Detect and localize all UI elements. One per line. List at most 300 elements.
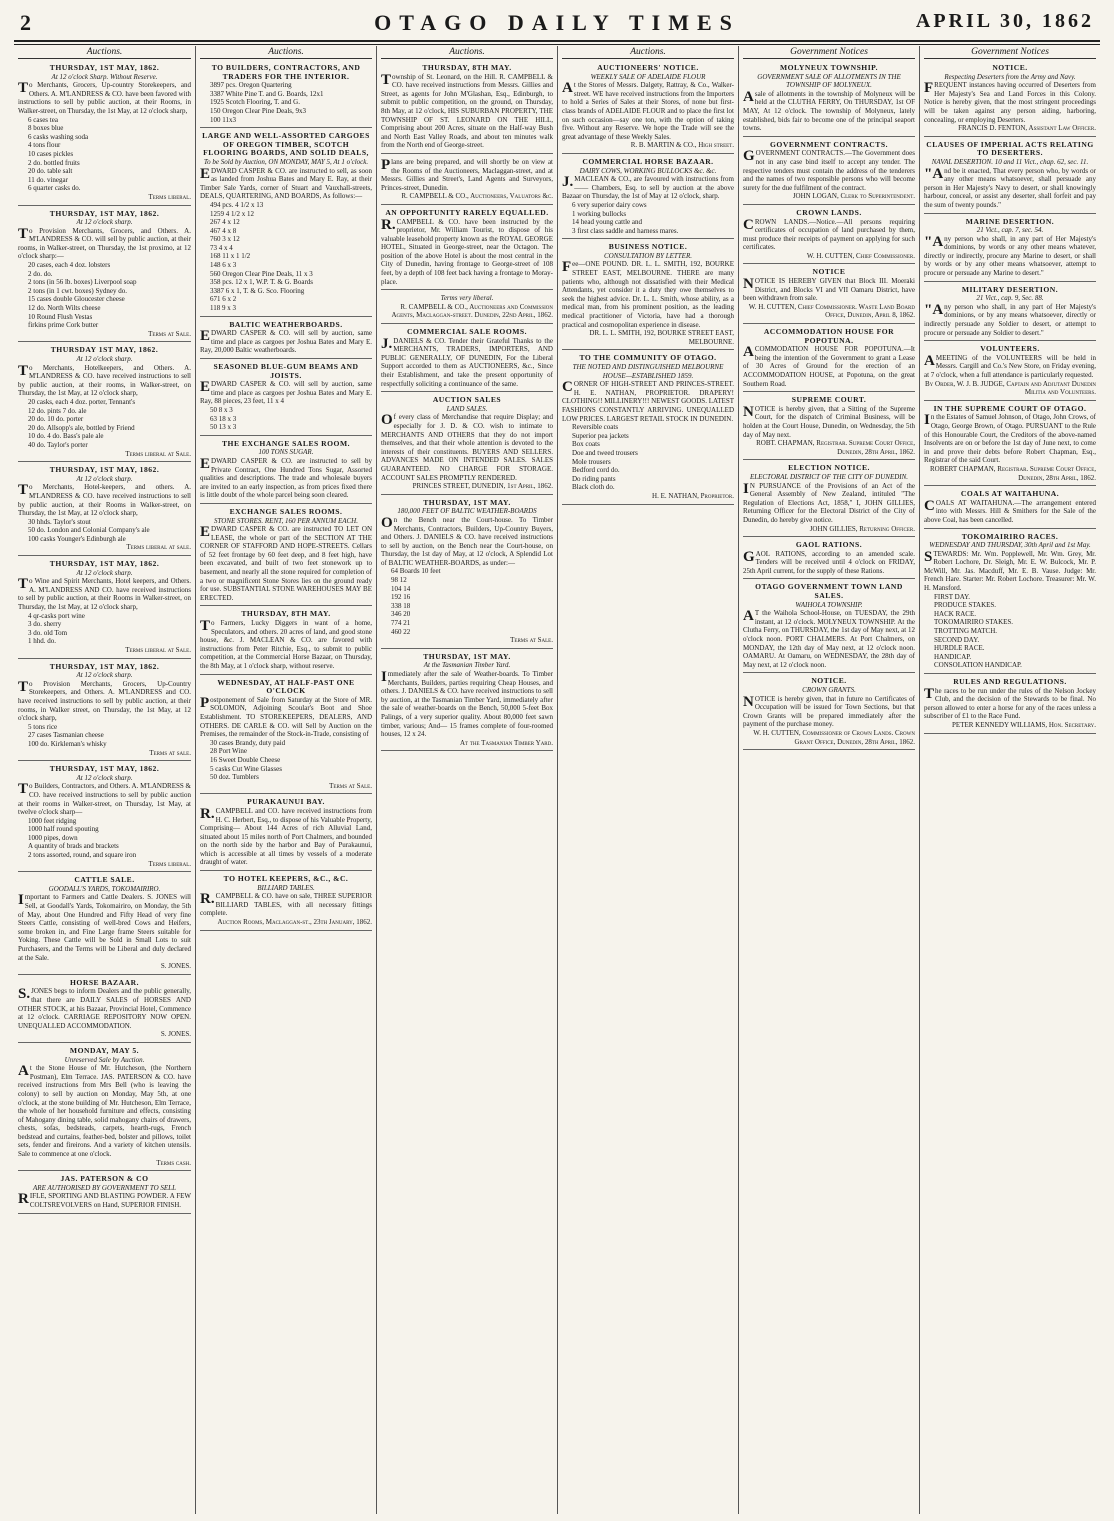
advertisement: [200, 506, 372, 607]
ad-heading: TO HOTEL KEEPERS, &C., &C.: [223, 874, 349, 884]
ad-body: AMEETING of the VOLUNTEERS will be held in Messrs. Cargill and Co.'s New Store, on Friday evening, at 7 o'clock, when a full attendance is particularly requested.: [924, 352, 1096, 379]
advertisement: [743, 394, 915, 460]
ad-body: IN PURSUANCE of the Provisions of an Act of the General Assembly of New Zealand, intituled "The Regulation of Elections Act, 1858," I, JOHN GILLIES, Returning Officer for the Electoral District of the City of Dunedin, do hereby give notice.: [743, 480, 915, 524]
list-item: 560 Oregon Clear Pine Deals, 11 x 3: [210, 269, 313, 278]
ad-heading: MARINE DESERTION.: [965, 216, 1055, 226]
ad-body: Important to Farmers and Cattle Dealers. S. JONES will Sell, at Goodall's Yards, Tokomairiro, on Monday, the 5th of May, about One Hundred and Fifty Head of very fine Steers Cattle, consisting of well-bred Cows and Heifers, some broken in, and Fine Large frame Steers suitable for Yoking. These Cattle will be Sold in Small Lots to suit Purchasers, and the Terms will be Liberal and duly declared at the Sale.: [18, 892, 191, 962]
ad-heading: ELECTION NOTICE.: [788, 463, 870, 473]
ad-subheading: 21 Vict., cap. 7, sec. 54.: [976, 226, 1044, 235]
list-item: 50 8 x 3: [210, 405, 233, 414]
ad-subheading: ARE AUTHORISED BY GOVERNMENT TO SELL: [33, 1183, 176, 1192]
ad-heading: THURSDAY, 1ST MAY, 1862.: [49, 764, 160, 774]
advertisement: [924, 403, 1096, 486]
ad-signature: At the Tasmanian Timber Yard.: [459, 738, 553, 747]
column-1: [14, 46, 195, 1514]
ad-heading: PURAKAUNUI BAY.: [247, 797, 325, 807]
list-item: firkins prime Cork butter: [28, 321, 99, 330]
list-item: 20 do. table salt: [28, 167, 73, 176]
advertisement: [200, 873, 372, 931]
list-item: 3387 6 x 1, T. & G. Sco. Flooring: [210, 286, 305, 295]
ad-subheading: THE NOTED AND DISTINGUISHED MELBOURNE HOUSE—ESTABLISHED 1859.: [572, 363, 724, 380]
ad-body: The races to be run under the rules of the Nelson Jockey Club, and the decision of the Stewards to be final. No person allowed to enter a horse for any of the races unless a subscriber of £1 to the Race Fund.: [924, 685, 1096, 721]
ad-subheading: LAND SALES.: [446, 404, 488, 413]
ad-heading: MONDAY, MAY 5.: [69, 1045, 140, 1055]
list-item: FIRST DAY.: [934, 592, 971, 601]
list-item: Doe and tweed trousers: [572, 448, 638, 457]
list-item: TOKOMAIRIRO STAKES.: [934, 618, 1014, 627]
list-item: 73 4 x 4: [210, 243, 233, 252]
ad-body: NOTICE IS HEREBY GIVEN that Block III. Moeraki District, and Blocks VI and VII Oamaru District, have been withdrawn from sale.: [743, 276, 915, 303]
ad-subheading: At 12 o'clock sharp.: [76, 568, 133, 577]
ad-body: CORNER OF HIGH-STREET AND PRINCES-STREET. H. E. NATHAN, PROPRIETOR. DRAPERY! CLOTHING!! MILLINERY!!! NEWEST GOODS. LATEST FASHIONS CONSTANTLY ARRIVING. UNEQUALLED LOW PRICES. LARGEST RETAIL STOCK IN DUNEDIN.: [562, 379, 734, 423]
ad-subheading: STONE STORES. RENT, 160 PER ANNUM EACH.: [214, 516, 358, 525]
ad-heading: ACCOMMODATION HOUSE FOR POPOTUNA.: [763, 327, 895, 345]
ad-body: FREQUENT instances having occurred of Deserters from Her Majesty's Sea and Land Forces in this Colony. Notice is hereby given, that the most stringent proceedings will be taken against any person aiding, harboring, concealing, or employing Deserters.: [924, 80, 1096, 124]
ad-subheading: 100 TONS SUGAR.: [258, 448, 314, 457]
list-item: 192 16: [391, 593, 411, 602]
ad-heading: BALTIC WEATHERBOARDS.: [229, 319, 343, 329]
advertisement: [924, 676, 1096, 734]
ad-signature: Terms at Sale.: [329, 781, 372, 790]
advertisement: [18, 661, 191, 762]
advertisement: [743, 675, 915, 750]
list-item: 100 11x3: [210, 115, 236, 124]
column-6: [919, 46, 1100, 1514]
advertisement: [200, 130, 372, 316]
ad-heading: CROWN LANDS.: [796, 207, 862, 217]
advertisement: [381, 651, 553, 752]
advertisement: [381, 394, 553, 495]
page-number: 2: [20, 10, 31, 35]
ad-body: RIFLE, SPORTING AND BLASTING POWDER. A FEW COLTSREVOLVERS on Hand, SUPERIOR FINISH.: [18, 1191, 191, 1210]
ad-heading: TO BUILDERS, CONTRACTORS, AND TRADERS FOR THE INTERIOR.: [211, 63, 361, 81]
ad-body: Plans are being prepared, and will shortly be on view at the Rooms of the Auctioneers, Maclaggan-street, and at Messrs. Gillies and Street's, Land Agents and Surveyors, Princes-street, Dunedin.: [381, 156, 553, 192]
ad-signature: PRINCES STREET, DUNEDIN, 1st April, 1862.: [412, 482, 553, 491]
advertisement: [562, 241, 734, 350]
ad-item-list: [18, 817, 191, 860]
list-item: HANDICAP.: [934, 652, 972, 661]
ad-heading: COMMERCIAL SALE ROOMS.: [406, 327, 528, 337]
ad-heading: VOLUNTEERS.: [980, 344, 1040, 354]
ad-body: GAOL RATIONS, according to an amended scale. Tenders will be received until 4 o'clock on FRIDAY, 25th April current, for the supply of these Rations.: [743, 548, 915, 575]
list-item: HURDLE RACE.: [934, 644, 985, 653]
ad-heading: LARGE AND WELL-ASSORTED CARGOES OF OREGON TIMBER, SCOTCH FLOORING BOARDS, AND SOLID DEALS,: [202, 131, 370, 158]
advertisement: [381, 292, 553, 324]
list-item: 100 do. Kirkleman's whisky: [28, 739, 107, 748]
column-heading: Government Notices: [743, 46, 915, 59]
ad-body: "And be it enacted, That every person who, by words or any other means whatsoever, shall persuade any person in Her Majesty's Navy to desert, or shall knowingly harbour, conceal, or assist any deserter, shall forfeit and pay the sum of twenty pounds.": [924, 165, 1096, 209]
ad-subheading: GOVERNMENT SALE OF ALLOTMENTS IN THE TOWNSHIP OF MOLYNEUX.: [757, 72, 901, 90]
ad-subheading: WEEKLY SALE OF ADELAIDE FLOUR: [590, 72, 706, 81]
ad-heading: EXCHANGE SALES ROOMS.: [229, 506, 343, 516]
ad-item-list: [200, 201, 372, 313]
list-item: 267 4 x 12: [210, 218, 240, 227]
ad-heading: MILITARY DESERTION.: [961, 284, 1059, 294]
ad-body: To Builders, Contractors, and Others. A. M'LANDRESS & CO. have received instructions to sell by public auction at their rooms in Walker-street, on Thursday, 1st May, at twelve o'clock sharp—: [18, 781, 191, 817]
ad-heading: BUSINESS NOTICE.: [608, 242, 688, 252]
ad-heading: COMMERCIAL HORSE BAZAAR.: [582, 156, 714, 166]
ad-heading: HORSE BAZAAR.: [70, 977, 139, 987]
advertisement: [743, 139, 915, 205]
ad-heading: NOTICE.: [811, 676, 847, 686]
list-item: 98 12: [391, 576, 407, 585]
ad-heading: THURSDAY 1ST MAY, 1862.: [50, 345, 159, 355]
ad-subheading: At 12 o'clock sharp.: [76, 218, 133, 227]
list-item: 346 20: [391, 610, 411, 619]
list-item: 4 qr-casks port wine: [28, 611, 85, 620]
column-heading: Auctions.: [381, 46, 553, 59]
list-item: 774 21: [391, 619, 411, 628]
list-item: SECOND DAY.: [934, 635, 980, 644]
ad-heading: THURSDAY, 1ST MAY, 1862.: [49, 559, 160, 569]
ad-heading: MOLYNEUX TOWNSHIP.: [779, 63, 879, 72]
ad-body: At the Stores of Messrs. Dalgety, Rattray, & Co., Walker-street. WE have received instructions from the Importers to hold a Series of Sales at their Stores, of none but first-class brands of ADELAIDE FLOUR and to place the first lot on such occasion—say one ton, with the option of taking five. Without any Reserve. We hope the Trade will see the great advantage of these Weekly Sales.: [562, 80, 734, 141]
list-item: 15 cases double Gloucester cheese: [28, 295, 125, 304]
advertisement: [18, 763, 191, 872]
ad-body: ACOMMODATION HOUSE FOR POPOTUNA.—It being the intention of the Government to grant a Lease of 30 Acres of Ground for the erection of an ACCOMMODATION HOUSE, at Popotuna, on the great Southern Road.: [743, 344, 915, 388]
column-heading: Auctions.: [200, 46, 372, 59]
ad-signature: Terms at Sale.: [148, 329, 191, 338]
ad-item-list: [18, 723, 191, 749]
list-item: 30 cases Brandy, duty paid: [210, 738, 286, 747]
ad-body: Postponement of Sale from Saturday at the Store of MR. SOLOMON, Adjoining Scoular's Boot and Shoe Establishment. TO STOREKEEPERS, DEALERS, AND OTHERS. DE CARLE & CO. will Sell by Auction on the Premises, the remainder of the Stock-in-Trade, consisting of: [200, 694, 372, 739]
list-item: 4 tons flour: [28, 141, 61, 150]
ad-heading: THURSDAY, 1ST MAY.: [423, 651, 511, 661]
masthead: [14, 8, 1100, 42]
ad-heading: AUCTION SALES: [432, 395, 502, 405]
list-item: A quantity of brads and brackets: [28, 842, 119, 851]
list-item: 118 9 x 3: [210, 304, 236, 313]
list-item: 2 tons assorted, round, and square iron: [28, 851, 137, 860]
issue-date: APRIL 30, 1862: [915, 10, 1094, 32]
list-item: 50 13 x 3: [210, 423, 237, 432]
ad-signature: Terms cash.: [156, 1158, 191, 1167]
ad-body: EDWARD CASPER & CO. will sell by auction, same time and place as cargoes per Joshua Bates and Mary E. Ray, 88 pieces, 23 feet, 11 x 4: [200, 379, 372, 406]
list-item: 20 casks, each 4 doz. porter, Tennant's: [28, 397, 136, 406]
list-item: 12 do. North Wilts cheese: [28, 304, 101, 313]
list-item: Black cloth do.: [572, 483, 615, 492]
ad-subheading: BILLIARD TABLES.: [257, 883, 315, 892]
ad-signature: S. JONES.: [160, 1030, 191, 1039]
ad-body: To Merchants, Grocers, Up-country Storekeepers, and Others. A. M'LANDRESS & CO. have been favored with instructions to sell by public auction, at their Rooms, in Walker-street, on Thursday, the 1st May, at 12 o'clock sharp,: [18, 80, 191, 115]
list-item: 6 cases tea: [28, 115, 58, 124]
advertisement: [743, 326, 915, 392]
ad-subheading: At 12 o'clock sharp.: [76, 671, 133, 680]
list-item: 10 cases pickles: [28, 149, 74, 158]
list-item: 6 very superior dairy cows: [572, 200, 647, 209]
ad-heading: AN OPPORTUNITY RARELY EQUALLED.: [385, 207, 549, 217]
list-item: 11 do. vinegar: [28, 175, 68, 184]
ad-body: To Merchants, Hotel-keepers, and others. A. M'LANDRESS & CO. have received instructions to sell by public auction, at their Rooms in Walker-street, on Thursday, the 1st May, at 12 o'clock sharp,: [18, 482, 191, 518]
list-item: 2 do. bottled fruits: [28, 158, 80, 167]
advertisement: [18, 874, 191, 975]
list-item: 760 3 x 12: [210, 235, 240, 244]
list-item: 467 4 x 8: [210, 226, 237, 235]
ad-subheading: 21 Vict., cap. 9, Sec. 88.: [976, 294, 1044, 303]
ad-body: STEWARDS: Mr. Wm. Popplewell, Mr. Wm. Grey, Mr. Robert Lochore, Dr. Sleigh, Mr. E. W. Bulcock, Mr. P. McWill, Mr. Jas. Macduff, Mr. E. B. Vause. Judge: Mr. French Hare. Starter: Mr. Robert Lochore. Treasurer: Mr. W. H. Mansford.: [924, 548, 1096, 593]
list-item: 40 do. Taylor's porter: [28, 440, 88, 449]
ad-heading: GOVERNMENT CONTRACTS.: [770, 139, 888, 149]
ad-body: S.JONES begs to inform Dealers and the public generally, that there are DAILY SALES of HORSES AND OTHER STOCK, at his Bazaar, Provincial Hotel, Commence at 12 o'clock. CARRIAGE REPOSITORY NOW OPEN. UNEQUALLED ACCOMMODATION.: [18, 986, 191, 1030]
ad-heading: GAOL RATIONS.: [795, 540, 863, 550]
newspaper-title: OTAGO DAILY TIMES: [374, 10, 740, 35]
ad-item-list: [200, 406, 372, 432]
ad-signature: R. B. MARTIN & CO., High street.: [630, 141, 734, 150]
ad-item-list: [200, 739, 372, 782]
ad-signature: DR. L. L. SMITH, 192, BOURKE STREET EAST, MELBOURNE.: [589, 329, 734, 346]
list-item: 10 Round Flush Vestas: [28, 312, 93, 321]
ad-subheading: GOODALL'S YARDS, TOKOMAIRIRO.: [48, 884, 161, 893]
advertisement: [200, 438, 372, 504]
ad-body: To Wine and Spirit Merchants, Hotel keepers, and Others. A. M'LANDRESS AND CO. have received instructions to sell by public auction, at their Rooms in Walker-street, on Thursday, the 1st May, at 12 o'clock sharp,: [18, 576, 191, 612]
ad-heading: TO THE COMMUNITY OF OTAGO.: [579, 353, 717, 363]
list-item: 2 do. do.: [28, 269, 53, 278]
ad-signature: Terms at sale.: [149, 748, 191, 757]
advertisement: [18, 62, 191, 206]
list-item: TROTTING MATCH.: [934, 627, 997, 636]
advertisement: [18, 1173, 191, 1213]
ad-signature: Terms liberal at sale.: [126, 543, 191, 552]
list-item: 5 tons rice: [28, 722, 58, 731]
ad-signature: W. H. CUTTEN, Chief Commissioner. Waste Land Board Office, Dunedin, April 8, 1862.: [748, 302, 915, 320]
ad-item-list: [924, 593, 1096, 670]
list-item: 1 working bullocks: [572, 209, 627, 218]
advertisement: [924, 488, 1096, 528]
ad-heading: RULES AND REGULATIONS.: [953, 677, 1067, 686]
ad-item-list: [18, 398, 191, 450]
ad-heading: NOTICE.: [992, 63, 1028, 72]
list-item: 2 tons (in 56 lb. boxes) Liverpool soap: [28, 278, 137, 287]
ad-heading: OTAGO GOVERNMENT TOWN LAND SALES.: [755, 582, 903, 601]
advertisement: [924, 62, 1096, 137]
ad-body: J.DANIELS & CO. Tender their Grateful Thanks to the MERCHANTS, TRADERS, IMPORTERS, AND PUBLIC GENERALLY, OF DUNEDIN, For the Liberal Support accorded to them as AUCTIONEERS, &c., Since their Establishment, and take the present opportunity of respectfully soliciting a continuance of the same.: [381, 335, 553, 388]
ad-body: Asale of allotments in the township of Molyneux will be held at the CLUTHA FERRY, On THURSDAY, 1st OF MAY, At 12 o'clock. The township of Molyneux, lately established, bids fair to become one of the principal seaport towns.: [743, 88, 915, 133]
ad-body: EDWARD CASPER & CO. are instructed to sell, as soon as landed from Joshua Bates and Mary E. Ray, at their Timber Sale Yards, corner of Stuart and Vauxhall-streets, DEALS, QUARTERING, AND BOARDS, As follows:—: [200, 165, 372, 201]
ad-subheading: Unreserved Sale by Auction.: [64, 1055, 145, 1064]
ad-signature: H. E. NATHAN, Proprietor.: [652, 491, 734, 500]
ad-heading: THURSDAY, 1ST MAY, 1862.: [49, 208, 160, 218]
advertisement: [924, 531, 1096, 675]
list-item: 338 18: [391, 601, 411, 610]
ad-subheading: At 12 o'clock sharp.: [76, 355, 133, 363]
advertisement: [743, 62, 915, 137]
list-item: Reversible coats: [572, 423, 619, 432]
ad-item-list: [562, 423, 734, 492]
list-item: Box coats: [572, 440, 600, 449]
ad-body: Of every class of Merchandise that require Display; and especially for J. D. & CO. wish to intimate to MERCHANTS AND OTHERS that they do not import themselves, and that their whole attention is devoted to the interests of their constituents. BUYERS AND SELLERS. ADVANCES MADE ON INTENDED SALES. SALES GUARANTEED. NO CHARGE FOR STORAGE. ACCOUNT SALES PROMPTLY RENDERED.: [381, 412, 553, 482]
ad-subheading: At 12 o'clock sharp.: [76, 773, 133, 782]
list-item: 2 tons (in 1 cwt. boxes) Sydney do.: [28, 286, 127, 295]
ad-body: Fee—ONE POUND. DR. L. L. SMITH, 192, BOURKE STREET EAST, MELBOURNE. THERE are many patients who, although not dissatisfied with their Medical Attendants, yet consider it a duty they owe themselves to seek the highest advice. Dr. L. L. Smith, whose ability, as a medical man, from his prominent position, as the leading medical practitioner of Victoria, have had a thorough practical and cosmopolitan experience in disease.: [562, 259, 734, 329]
ad-item-list: [18, 116, 191, 193]
ad-heading: AUCTIONEERS' NOTICE.: [597, 63, 699, 72]
ad-body: R.CAMPBELL & CO. have been instructed by the proprietor, Mr. William Tourist, to dispose of his valuable leasehold property known as the ROYAL GEORGE HOTEL, Situated in George-street, near the Octagon. The position of the above Hotel is about the most central in the City of Dunedin, having frontage to George-street of 108 feet, by a depth of 108 feet back having a frontage to Moray-place.: [381, 216, 553, 286]
ad-body: At the Stone House of Mr. Hutcheson, (the Northern Postman), Elm Terrace. JAS. PATERSON & CO. have received instructions from Mrs Bell (who is leaving the colony) to sell by auction on Monday, May 5th, at one o'clock, at the stone building of Mr. Hutcheson, Elm Terrace, the whole of her household furniture and effects, consisting of Mahogany dining table, solid mahogany chairs of drawers, chests, sofas, bedsteads, carpets, hearth-rugs, French bedstead and curtains, feather-bed, bolster and pillows, toilet sets, fender and fireirons. And a variety of kitchen utensils. Sale to commence at one o'clock.: [18, 1063, 191, 1159]
ad-signature: R. CAMPBELL & CO., Auctioneers and Commission Agents, Maclaggan-street. Dunedin, 22nd April, 1862.: [391, 302, 553, 320]
ad-body: NOTICE is hereby given, that a Sitting of the Supreme Court, for the dispatch of Criminal Business, will be holden at the Court House, Dunedin, on Wednesday, the 5th day of May next.: [743, 403, 915, 439]
list-item: PRODUCE STAKES.: [934, 601, 997, 610]
ad-item-list: [18, 261, 191, 330]
ad-subheading: WAIHOLA TOWNSHIP.: [795, 600, 863, 609]
ad-heading: THURSDAY, 1ST MAY.: [423, 497, 511, 507]
list-item: 1 hhd. do.: [28, 637, 56, 646]
ad-body: EDWARD CASPER & CO. are instructed TO LET ON LEASE, the whole or part of the SECTION AT THE CORNER OF STAFFORD AND HOPE-STREETS. Cellars of 52 feet frontage by 60 feet deep, and 8 feet high, have been excavated, and built of two feet stonework up to basement, and nearly all the stone required for completion of a two or magnificent Stone Stores lies on the ground ready for use. SUBSTANTIAL STONE WAREHOUSES MAY BE ERECTED.: [200, 524, 372, 602]
list-item: Superior pea jackets: [572, 431, 629, 440]
ad-item-list: [562, 201, 734, 235]
advertisement: [200, 361, 372, 436]
ad-subheading: ELECTORAL DISTRICT OF THE CITY OF DUNEDIN.: [749, 472, 909, 481]
ad-heading: THURSDAY, 1ST MAY, 1862.: [49, 661, 160, 671]
ad-heading: THURSDAY, 1ST MAY, 1862.: [49, 63, 160, 72]
ad-heading: IN THE SUPREME COURT OF OTAGO.: [933, 403, 1087, 413]
list-item: 671 6 x 2: [210, 295, 237, 304]
ad-subheading: At the Tasmanian Timber Yard.: [423, 661, 511, 670]
list-item: Do riding pants: [572, 474, 616, 483]
advertisement: [743, 462, 915, 537]
ad-signature: Auction Rooms, Maclaggan-st., 23th January, 1862.: [217, 918, 372, 927]
list-item: 6 casks washing soda: [28, 132, 89, 141]
advertisement: [743, 581, 915, 673]
ad-signature: Terms at Sale.: [510, 636, 553, 645]
advertisement: [924, 343, 1096, 401]
list-item: 14 head young cattle and: [572, 218, 642, 227]
advertisement: [18, 977, 191, 1043]
ad-signature: W. H. CUTTEN, Chief Commissioner.: [806, 251, 915, 260]
advertisement: [924, 216, 1096, 282]
ad-signature: S. JONES.: [160, 962, 191, 971]
ad-subheading: To be Sold by Auction, ON MONDAY, MAY 5, At 1 o'clock.: [203, 157, 369, 166]
ad-signature: R. CAMPBELL & CO., Auctioneers, Valuators &c.: [401, 192, 553, 201]
advertisement: [18, 1045, 191, 1171]
ad-heading: THE EXCHANGE SALES ROOM.: [221, 438, 351, 448]
list-item: 460 22: [391, 627, 411, 636]
ad-heading: CLAUSES OF IMPERIAL ACTS RELATING TO DESERTERS.: [926, 139, 1094, 158]
ad-body: To Merchants, Hotelkeepers, and Others. A. M'LANDRESS & CO. have received instructions to sell by public auction, at their rooms, in Walker-street, on Thursday, the 1st May, at 12 o'clock sharp,: [18, 362, 191, 398]
list-item: 104 14: [391, 584, 411, 593]
ad-body: EDWARD CASPER & CO. are instructed to sell by Private Contract, One Hundred Tons Sugar, Assorted qualities and descriptions. The trade and wholesale buyers are invited to an early inspection, as from prices fixed there is little doubt of the whole parcel being soon cleared.: [200, 455, 372, 500]
ad-signature: FRANCIS D. FENTON, Assistant Law Officer.: [958, 124, 1096, 133]
ad-heading: THURSDAY, 1ST MAY, 1862.: [49, 465, 160, 475]
ad-heading: THURSDAY, 8TH MAY.: [241, 609, 331, 619]
list-item: 494 pcs. 4 1/2 x 13: [210, 200, 264, 209]
ad-signature: Terms liberal.: [148, 859, 191, 868]
list-item: 6 quarter casks do.: [28, 184, 81, 193]
ad-heading: TOKOMAIRIRO RACES.: [961, 531, 1059, 541]
ad-body: COALS AT WAITAHUNA.—The arrangement entered into with Messrs. Hill & Smithers for the Sale of the above Coal, has been cancelled.: [924, 497, 1096, 524]
column-heading: Auctions.: [562, 46, 734, 59]
ad-item-list: [200, 81, 372, 124]
advertisement: [200, 319, 372, 359]
ad-heading: NOTICE: [812, 267, 846, 277]
list-item: 12 do. pints 7 do. ale: [28, 406, 87, 415]
ad-body: GOVERNMENT CONTRACTS.—The Government does not in any case bind itself to accept any tender. The respective tenders must contain the address of the tenderers and the names of two responsible persons who will become surety for the due fulfilment of the contract.: [743, 148, 915, 192]
ad-body: In the Estates of Samuel Johnson, of Otago, John Crows, of Otago, George Brown, of Otago. PURSUANT to the Rule of this Honourable Court, the Creditors of the above-named Insolvents are on or before the 1st day of June next, to come in and prove their debts before Robert Chapman, Esq., Registrar of the said Court.: [924, 412, 1096, 465]
ad-subheading: CROWN GRANTS.: [802, 686, 856, 694]
ad-subheading: DAIRY COWS, WORKING BULLOCKS &c. &c.: [579, 166, 717, 175]
list-item: 50 do. London and Colonial Company's ale: [28, 526, 150, 535]
ad-signature: PETER KENNEDY WILLIAMS, Hon. Secretary.: [952, 720, 1096, 729]
ad-body: CROWN LANDS.—Notice.—All persons requiring certificates of occupation of land purchased by them, must produce their receipts of payment on applying for such certificates.: [743, 216, 915, 252]
ad-signature: By Order, W. J. B. JUDGE, Captain and Adjutant Dunedin Militia and Volunteers.: [925, 379, 1096, 397]
list-item: 148 6 x 3: [210, 261, 237, 270]
ad-heading: SEASONED BLUE-GUM BEAMS AND JOISTS.: [213, 362, 359, 380]
list-item: 1259 4 1/2 x 12: [210, 209, 254, 218]
advertisement: [381, 62, 553, 154]
ad-subheading: Respecting Deserters from the Army and Navy.: [944, 72, 1076, 81]
ad-item-list: [381, 567, 553, 636]
list-item: 27 cases Tasmanian cheese: [28, 731, 104, 740]
list-item: 150 Oregon Clear Pine Deals, 9x3: [210, 106, 307, 115]
advertisement: [200, 62, 372, 128]
ad-heading: JAS. PATERSON & CO: [60, 1174, 149, 1184]
column-4: [557, 46, 738, 1514]
ad-signature: W. H. CUTTEN, Commissioner of Crown Lands. Crown Grant Office, Dunedin, 28th April, 1862.: [753, 728, 915, 746]
list-item: 3 do. sherry: [28, 620, 62, 629]
list-item: 20 do. 10 do. porter: [28, 415, 84, 424]
list-item: 358 pcs. 12 x 1, W.P. T. & G. Boards: [210, 278, 313, 287]
ad-body: Township of St. Leonard, on the Hill. R. CAMPBELL & CO. have received instructions from Messrs. Gillies and Street, as agents for John M'Glashan, Esq., Edinburgh, to submit to public competition, on the ground, on Thursday, 8th May, at 12 o'clock, HIS SUBURBAN PROPERTY, THE TOWNSHIP OF ST. LEONARD ON THE HILL, Comprising about 200 Acres, situate on the Half-way Bush and North East Valley Roads, and about ten minutes walk from the North end of George-street.: [381, 71, 553, 150]
ad-heading: THURSDAY, 8TH MAY.: [422, 63, 512, 72]
list-item: 20 do. Allsopp's ale, bottled by Friend: [28, 423, 135, 432]
ad-heading: CATTLE SALE.: [74, 875, 135, 885]
advertisement: [562, 156, 734, 239]
list-item: 8 boxes blue: [28, 124, 64, 133]
list-item: 5 casks Cut Wine Glasses: [210, 764, 282, 773]
ad-signature: Terms liberal at Sale.: [125, 449, 191, 458]
masthead-rule: [14, 40, 1100, 45]
advertisement: [200, 796, 372, 871]
ad-body: To Farmers, Lucky Diggers in want of a home, Speculators, and others. 20 acres of land, and good stone house, &c. J. MACLEAN & CO. are favored with instructions from Peter Ritchie, Esq., to submit to public competition, at the Commercial Horse Bazaar, on Thursday, the 8th May, at 1 o'clock sharp, without reserve.: [200, 618, 372, 670]
list-item: Mole trousers: [572, 457, 611, 466]
ad-signature: JOHN LOGAN, Clerk to Superintendent.: [792, 192, 915, 201]
advertisement: [562, 62, 734, 154]
ad-heading: WEDNESDAY, AT HALF-PAST ONE O'CLOCK: [217, 677, 355, 696]
ad-item-list: [18, 518, 191, 544]
ad-signature: Terms liberal at Sale.: [125, 646, 191, 654]
ad-heading: SUPREME COURT.: [791, 395, 867, 405]
ad-subheading: At 12 o'clock sharp.: [76, 474, 133, 483]
list-item: 30 hhds. Taylor's stout: [28, 517, 91, 526]
list-item: 3897 pcs. Oregon Quartering: [210, 81, 292, 90]
list-item: 16 Sweet Double Cheese: [210, 755, 281, 764]
ad-body: On the Bench near the Court-house. To Timber Merchants, Contractors, Builders, Up-Country Buyers, and Others. J. DANIELS & CO. have received instructions to sell by auction, on the Bench near the Court-house, on Thursday, the 1st day of May, at 12 o'clock, A Splendid Lot of BALTIC WEATHER-BOARDS, as under:—: [381, 514, 553, 567]
advertisement: [381, 207, 553, 290]
list-item: 1000 half round spouting: [28, 825, 99, 834]
ad-body: To Provision Merchants, Grocers, and Others. A. M'LANDRESS & CO. will sell by public auction, at their rooms, in Walker-street, on Thursday, the 1st proximo, at 12 o'clock sharp:—: [18, 225, 191, 261]
columns: [14, 46, 1100, 1514]
ad-subheading: WEDNESDAY AND THURSDAY, 30th April and 1st May.: [929, 541, 1091, 550]
ad-subheading: Terms very liberal.: [440, 294, 494, 303]
advertisement: [200, 608, 372, 674]
advertisement: [743, 207, 915, 265]
ad-signature: ROBERT CHAPMAN, Registrar. Supreme Court Office, Dunedin, 28th April, 1862.: [929, 464, 1096, 482]
ad-body: R.CAMPBELL and CO. have received instructions from H. C. Herbert, Esq., to dispose of his Valuable Property, Comprising— About 144 Acres of rich Alluvial Land, situated about 15 miles north of Port Chalmers, and bounded on the north side by the harbor and Bay of Purakaunui, which is accessible at all times by vessels of a moderate draught of water.: [200, 805, 372, 867]
advertisement: [18, 464, 191, 556]
ad-body: NOTICE is hereby given, that in future no Certificates of Occupation will be issued for Town Sections, but that Crown Grants will be prepared immediately after the payment of the purchase money.: [743, 693, 915, 729]
advertisement: [743, 266, 915, 324]
list-item: 100 casks Younger's Edinburgh ale: [28, 534, 126, 543]
ad-signature: JOHN GILLIES, Returning Officer.: [809, 524, 915, 533]
advertisement: [562, 352, 734, 504]
list-item: 28 Port Wine: [210, 747, 247, 756]
ad-subheading: 180,000 FEET OF BALTIC WEATHER-BOARDS: [397, 507, 537, 516]
ad-body: "Any person who shall, in any part of Her Majesty's dominions, or by any means whatsoever, directly or indirectly persuade any Soldier to desert, or attempt to procure or persuade any Soldier to desert.": [924, 301, 1096, 337]
list-item: 10 do. 4 do. Bass's pale ale: [28, 432, 104, 441]
list-item: 3 first class saddle and harness mares.: [572, 226, 679, 235]
ad-signature: ROBT. CHAPMAN, Registrar. Supreme Court Office, Dunedin, 28th April, 1862.: [756, 439, 915, 456]
column-heading: Auctions.: [18, 46, 191, 59]
advertisement: [200, 677, 372, 795]
